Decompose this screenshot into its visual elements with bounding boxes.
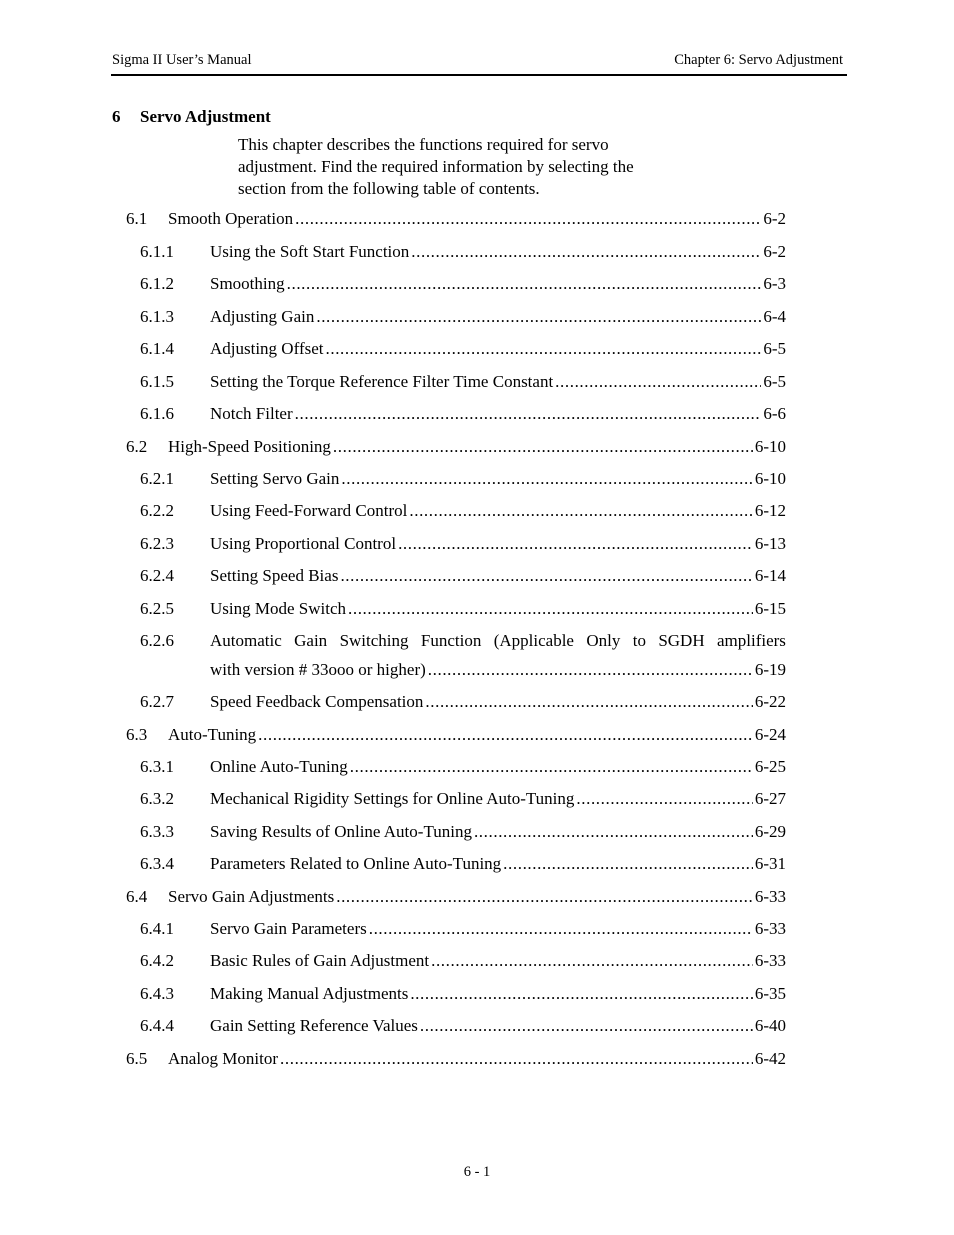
toc-leader-line [210,788,786,810]
toc-title-word: Switching [339,631,409,650]
toc-title: High-Speed Positioning [168,437,331,456]
toc-title: Adjusting Offset [210,339,324,358]
toc-page-number: 6-3 [763,274,786,293]
toc-page-number: 6-33 [754,919,786,938]
toc-page-number: 6-25 [754,757,786,776]
toc-number: 6.3.2 [140,789,174,808]
toc-leader-line [210,659,786,681]
toc-number: 6.5 [126,1049,148,1068]
toc-dot-leader [326,338,762,360]
toc-page-number: 6-2 [763,242,786,261]
toc-title: Saving Results of Online Auto-Tuning [210,822,472,841]
page-header-right: Chapter 6: Servo Adjustment [674,52,843,68]
toc-leader-line [168,436,786,458]
toc-leader-line [210,241,786,263]
toc-title: Mechanical Rigidity Settings for Online Auto-Tuning [210,789,575,808]
page-number: 6 - 1 [463,1164,491,1180]
toc-page-number: 6-27 [754,789,786,808]
toc-number: 6.3.4 [140,854,174,873]
toc-dot-leader [295,403,762,425]
toc-page-number: 6-12 [754,501,786,520]
toc-page-number: 6-24 [754,725,786,744]
toc-leader-line [210,853,786,875]
toc-dot-leader [420,1015,753,1037]
toc-dot-leader [348,598,753,620]
toc-number: 6.3.1 [140,757,174,776]
toc-page-number: 6-42 [754,1049,786,1068]
toc-title: Smooth Operation [168,209,294,228]
toc-number: 6.4 [126,887,148,906]
chapter-title-text: Servo Adjustment [140,107,271,126]
toc-leader-line [210,950,786,972]
toc-number: 6.2.7 [140,692,174,711]
toc-title: Servo Gain Parameters [210,919,367,938]
toc-number: 6.4.2 [140,951,174,970]
toc-dot-leader [411,241,761,263]
toc-leader-line [210,1015,786,1037]
toc-title-word: amplifiers [717,631,786,650]
toc-leader-line [210,403,786,425]
toc-number: 6.4.4 [140,1016,174,1035]
toc-dot-leader [576,788,752,810]
toc-dot-leader [287,273,762,295]
toc-number: 6.4.3 [140,984,174,1003]
toc-leader-line [210,756,786,778]
toc-title-word: Function [420,631,482,650]
toc-title: Basic Rules of Gain Adjustment [210,951,430,970]
toc-title: Making Manual Adjustments [210,984,409,1003]
toc-title: Servo Gain Adjustments [168,887,335,906]
toc-leader-line [168,724,786,746]
toc-number: 6.2.1 [140,469,174,488]
toc-dot-leader [369,918,753,940]
toc-dot-leader [333,436,753,458]
toc-leader-line [168,208,786,230]
toc-title: Using Mode Switch [210,599,346,618]
toc-number: 6.1.6 [140,404,174,423]
toc-leader-line [210,533,786,555]
toc-dot-leader [316,306,761,328]
toc-page-number: 6-31 [754,854,786,873]
toc-number: 6.2.6 [140,631,174,650]
toc-title: Using Feed-Forward Control [210,501,408,520]
toc-dot-leader [410,983,753,1005]
toc-leader-line [210,918,786,940]
toc-title-word: to [632,631,646,650]
toc-number: 6.3.3 [140,822,174,841]
toc-title-word: SGDH [658,631,705,650]
toc-number: 6.2.2 [140,501,174,520]
toc-title-word: Gain [294,631,328,650]
toc-number: 6.1.2 [140,274,174,293]
toc-title-word: Automatic [210,631,282,650]
toc-dot-leader [431,950,753,972]
toc-title: Online Auto-Tuning [210,757,348,776]
toc-title: Smoothing [210,274,285,293]
toc-title: with version # 33ooo or higher) [210,660,426,679]
intro-line: This chapter describes the functions required for servo [238,135,609,154]
toc-page-number: 6-5 [763,339,786,358]
toc-dot-leader [295,208,761,230]
toc-number: 6.2.4 [140,566,174,585]
toc-number: 6.2 [126,437,148,456]
chapter-number: 6 [112,107,121,126]
toc-leader-line [210,983,786,1005]
toc-leader-line [210,565,786,587]
toc-dot-leader [503,853,753,875]
toc-leader-line [210,598,786,620]
toc-leader-line [210,821,786,843]
toc-page-number: 6-19 [754,660,786,679]
toc-number: 6.2.5 [140,599,174,618]
toc-title: Setting Speed Bias [210,566,339,585]
page-header-left: Sigma II User’s Manual [112,52,252,68]
toc-title: Setting Servo Gain [210,469,340,488]
toc-page-number: 6-4 [763,307,786,326]
toc-leader-line [210,306,786,328]
intro-line: adjustment. Find the required information by selecting the [238,157,634,176]
toc-title-justified-line [210,630,786,652]
toc-number: 6.2.3 [140,534,174,553]
toc-page-number: 6-35 [754,984,786,1003]
toc-title-word: Only [586,631,621,650]
toc-dot-leader [428,659,753,681]
toc-title: Analog Monitor [168,1049,279,1068]
toc-page-number: 6-33 [754,887,786,906]
toc-page-number: 6-14 [754,566,786,585]
toc-title: Using Proportional Control [210,534,397,553]
toc-page-number: 6-15 [754,599,786,618]
toc-title: Auto-Tuning [168,725,257,744]
toc-leader-line [210,371,786,393]
toc-dot-leader [340,565,752,587]
toc-dot-leader [280,1048,753,1070]
toc-dot-leader [474,821,753,843]
toc-page-number: 6-13 [754,534,786,553]
toc-leader-line [210,691,786,713]
toc-page-number: 6-40 [754,1016,786,1035]
toc-number: 6.1.4 [140,339,174,358]
toc-page-number: 6-5 [763,372,786,391]
toc-dot-leader [258,724,753,746]
toc-dot-leader [555,371,761,393]
toc-dot-leader [398,533,753,555]
toc-page-number: 6-2 [763,209,786,228]
toc-dot-leader [409,500,752,522]
toc-title-word: (Applicable [493,631,574,650]
toc-title: Adjusting Gain [210,307,315,326]
toc-page-number: 6-29 [754,822,786,841]
toc-number: 6.3 [126,725,148,744]
toc-page-number: 6-10 [754,437,786,456]
toc-dot-leader [425,691,752,713]
toc-title: Parameters Related to Online Auto-Tuning [210,854,502,873]
toc-leader-line [210,273,786,295]
toc-number: 6.1 [126,209,148,228]
toc-page-number: 6-22 [754,692,786,711]
toc-dot-leader [350,756,753,778]
toc-title: Using the Soft Start Function [210,242,410,261]
toc-leader-line [210,500,786,522]
toc-title: Speed Feedback Compensation [210,692,424,711]
toc-number: 6.1.3 [140,307,174,326]
toc-title: Setting the Torque Reference Filter Time Constant [210,372,554,391]
toc-dot-leader [341,468,752,490]
toc-number: 6.1.5 [140,372,174,391]
toc-title: Notch Filter [210,404,293,423]
toc-dot-leader [336,886,753,908]
toc-leader-line [168,1048,786,1070]
toc-page-number: 6-33 [754,951,786,970]
toc-title: Gain Setting Reference Values [210,1016,418,1035]
toc-leader-line [210,468,786,490]
toc-number: 6.4.1 [140,919,174,938]
toc-leader-line [210,338,786,360]
toc-leader-line [168,886,786,908]
toc-page-number: 6-6 [763,404,786,423]
toc-number: 6.1.1 [140,242,174,261]
intro-line: section from the following table of contents. [238,179,540,198]
toc-page-number: 6-10 [754,469,786,488]
